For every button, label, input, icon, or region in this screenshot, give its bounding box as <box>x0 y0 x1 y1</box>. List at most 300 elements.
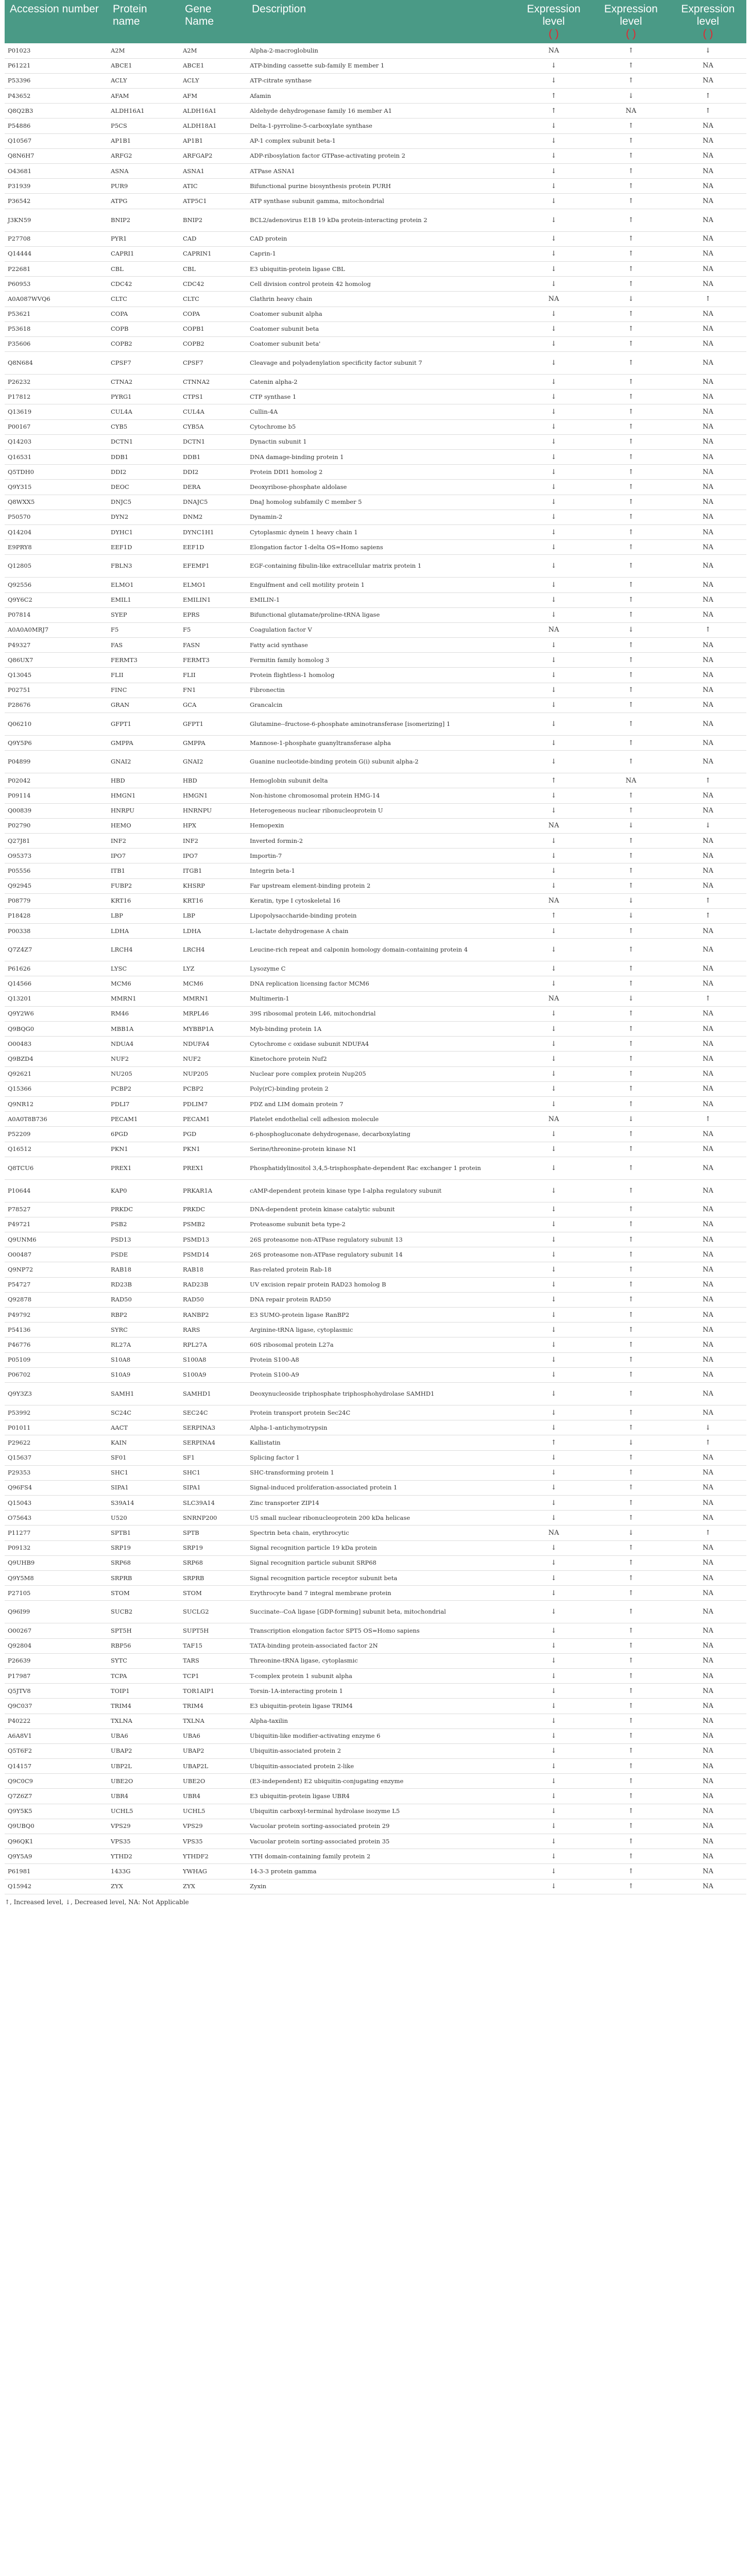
cell-expression-3: NA <box>670 1638 746 1653</box>
cell-expression-1: ↓ <box>515 668 592 683</box>
cell-expression-2: ↑ <box>592 1540 670 1555</box>
cell-expression-2: ↑ <box>592 1819 670 1834</box>
cell-protein-name: AFAM <box>108 89 180 104</box>
cell-expression-3: NA <box>670 510 746 524</box>
cell-description: PDZ and LIM domain protein 7 <box>247 1096 515 1111</box>
table-row <box>5 1292 746 1307</box>
cell-protein-name: PECAM1 <box>108 1112 180 1127</box>
cell-accession: P50570 <box>5 510 108 524</box>
cell-expression-2: ↑ <box>592 592 670 607</box>
cell-description: L-lactate dehydrogenase A chain <box>247 924 515 939</box>
cell-expression-1: ↓ <box>515 1142 592 1157</box>
cell-description: Ubiquitin-associated protein 2-like <box>247 1759 515 1774</box>
table-row <box>5 736 746 751</box>
table-row <box>5 1052 746 1066</box>
cell-gene-name: VPS35 <box>180 1834 247 1849</box>
cell-expression-1: ↓ <box>515 1759 592 1774</box>
cell-protein-name: SRPRB <box>108 1571 180 1586</box>
cell-description: ATP-binding cassette sub-family E member 1 <box>247 58 515 73</box>
table-row <box>5 307 746 321</box>
cell-expression-2: ↑ <box>592 1066 670 1081</box>
cell-expression-1: ↓ <box>515 1555 592 1570</box>
cell-expression-1: ↓ <box>515 510 592 524</box>
cell-accession: Q9Y2W6 <box>5 1006 108 1021</box>
cell-expression-1: ↓ <box>515 1623 592 1638</box>
cell-expression-3: NA <box>670 73 746 88</box>
cell-protein-name: SAMH1 <box>108 1382 180 1405</box>
table-body <box>5 43 746 1894</box>
cell-accession: Q9Y6C2 <box>5 592 108 607</box>
cell-accession: Q13045 <box>5 668 108 683</box>
cell-expression-1: ↓ <box>515 736 592 751</box>
cell-gene-name: CBL <box>180 261 247 276</box>
cell-expression-3: NA <box>670 668 746 683</box>
cell-accession: P49721 <box>5 1217 108 1232</box>
cell-expression-1: ↓ <box>515 1179 592 1202</box>
table-row <box>5 1420 746 1435</box>
table-row <box>5 1601 746 1623</box>
cell-expression-2: ↑ <box>592 1601 670 1623</box>
table-row <box>5 863 746 878</box>
cell-accession: Q06210 <box>5 713 108 736</box>
table-row <box>5 1774 746 1789</box>
cell-expression-1: ↓ <box>515 1849 592 1864</box>
cell-description: Cytochrome b5 <box>247 419 515 434</box>
cell-expression-3: NA <box>670 524 746 539</box>
cell-expression-2: ↑ <box>592 261 670 276</box>
cell-protein-name: U520 <box>108 1511 180 1526</box>
cell-expression-3: NA <box>670 321 746 336</box>
cell-expression-3: ↑ <box>670 991 746 1006</box>
table-row <box>5 849 746 863</box>
cell-expression-3: NA <box>670 1789 746 1804</box>
cell-accession: P02751 <box>5 683 108 698</box>
cell-expression-3: NA <box>670 961 746 976</box>
cell-gene-name: RARS <box>180 1323 247 1337</box>
cell-expression-2: ↑ <box>592 1864 670 1879</box>
cell-protein-name: HBD <box>108 773 180 788</box>
cell-expression-2: NA <box>592 773 670 788</box>
cell-expression-2: ↑ <box>592 1367 670 1382</box>
cell-protein-name: CDC42 <box>108 277 180 292</box>
cell-gene-name: SLC39A14 <box>180 1496 247 1511</box>
cell-expression-3: ↓ <box>670 818 746 833</box>
cell-expression-3: NA <box>670 803 746 818</box>
cell-description: ATPase ASNA1 <box>247 164 515 179</box>
cell-accession: P61981 <box>5 1864 108 1879</box>
cell-accession: Q92621 <box>5 1066 108 1081</box>
cell-description: E3 ubiquitin-protein ligase CBL <box>247 261 515 276</box>
cell-expression-3: ↓ <box>670 1420 746 1435</box>
cell-expression-2: ↑ <box>592 924 670 939</box>
cell-gene-name: PSMD13 <box>180 1232 247 1247</box>
table-row <box>5 638 746 653</box>
cell-accession: P40222 <box>5 1714 108 1728</box>
cell-expression-1: ↓ <box>515 1571 592 1586</box>
cell-expression-3: NA <box>670 231 746 246</box>
cell-expression-1: ↓ <box>515 321 592 336</box>
cell-expression-1: ↓ <box>515 1127 592 1142</box>
cell-protein-name: LRCH4 <box>108 939 180 961</box>
cell-expression-3: NA <box>670 1653 746 1668</box>
cell-accession: Q92945 <box>5 878 108 893</box>
cell-description: Glutamine--fructose-6-phosphate aminotransferase [isomerizing] 1 <box>247 713 515 736</box>
cell-description: Kallistatin <box>247 1435 515 1450</box>
cell-gene-name: S100A9 <box>180 1367 247 1382</box>
cell-expression-2: ↑ <box>592 1496 670 1511</box>
cell-expression-3: NA <box>670 465 746 480</box>
cell-expression-1: ↓ <box>515 1247 592 1262</box>
cell-expression-1: ↓ <box>515 1352 592 1367</box>
cell-accession: P01023 <box>5 43 108 58</box>
cell-gene-name: DERA <box>180 480 247 495</box>
cell-expression-3: NA <box>670 277 746 292</box>
table-row <box>5 404 746 419</box>
cell-expression-3: NA <box>670 751 746 773</box>
cell-expression-2: ↑ <box>592 1202 670 1217</box>
cell-expression-1: ↓ <box>515 698 592 713</box>
cell-expression-2: ↑ <box>592 495 670 510</box>
cell-gene-name: NUP205 <box>180 1066 247 1081</box>
cell-expression-3: NA <box>670 261 746 276</box>
cell-expression-1: ↓ <box>515 194 592 209</box>
cell-gene-name: FLII <box>180 668 247 683</box>
cell-expression-1: ↓ <box>515 1405 592 1420</box>
cell-expression-1: ↓ <box>515 803 592 818</box>
cell-description: DNA replication licensing factor MCM6 <box>247 976 515 991</box>
cell-expression-2: ↓ <box>592 818 670 833</box>
table-row <box>5 1728 746 1743</box>
cell-description: Transcription elongation factor SPT5 OS=Homo sapiens <box>247 1623 515 1638</box>
cell-expression-1: ↑ <box>515 89 592 104</box>
table-row <box>5 1684 746 1699</box>
cell-accession: Q27J81 <box>5 833 108 848</box>
cell-description: Torsin-1A-interacting protein 1 <box>247 1684 515 1699</box>
cell-description: Far upstream element-binding protein 2 <box>247 878 515 893</box>
cell-accession: P36542 <box>5 194 108 209</box>
cell-description: Cleavage and polyadenylation specificity factor subunit 7 <box>247 352 515 375</box>
cell-expression-2: ↓ <box>592 1112 670 1127</box>
cell-protein-name: GFPT1 <box>108 713 180 736</box>
header-expression-2 <box>592 0 670 43</box>
cell-expression-3: NA <box>670 592 746 607</box>
cell-accession: P05556 <box>5 863 108 878</box>
cell-gene-name: ABCE1 <box>180 58 247 73</box>
cell-expression-3: NA <box>670 924 746 939</box>
cell-description: Lipopolysaccharide-binding protein <box>247 908 515 923</box>
cell-description: Protein flightless-1 homolog <box>247 668 515 683</box>
cell-accession: Q8N684 <box>5 352 108 375</box>
cell-expression-1: ↓ <box>515 1217 592 1232</box>
cell-gene-name: LDHA <box>180 924 247 939</box>
cell-expression-2: ↑ <box>592 1465 670 1480</box>
cell-gene-name: CTNNA2 <box>180 375 247 389</box>
cell-description: Bifunctional purine biosynthesis protein PURH <box>247 179 515 194</box>
cell-description: E3 ubiquitin-protein ligase UBR4 <box>247 1789 515 1804</box>
cell-expression-1: ↓ <box>515 1699 592 1714</box>
table-row <box>5 277 746 292</box>
cell-expression-1: ↓ <box>515 1262 592 1277</box>
cell-description: EGF-containing fibulin-like extracellular matrix protein 1 <box>247 555 515 578</box>
cell-accession: P29353 <box>5 1465 108 1480</box>
cell-expression-2: ↑ <box>592 1096 670 1111</box>
cell-expression-1: ↓ <box>515 1420 592 1435</box>
cell-gene-name: SIPA1 <box>180 1480 247 1495</box>
cell-gene-name: AP1B1 <box>180 133 247 148</box>
cell-protein-name: PKN1 <box>108 1142 180 1157</box>
cell-expression-3: NA <box>670 1834 746 1849</box>
cell-protein-name: TOIP1 <box>108 1684 180 1699</box>
table-row <box>5 653 746 668</box>
cell-expression-2: ↑ <box>592 849 670 863</box>
cell-expression-2: ↓ <box>592 89 670 104</box>
cell-gene-name: YTHDF2 <box>180 1849 247 1864</box>
cell-expression-2: ↑ <box>592 751 670 773</box>
cell-description: Hemopexin <box>247 818 515 833</box>
cell-description: Zyxin <box>247 1879 515 1894</box>
cell-protein-name: F5 <box>108 622 180 637</box>
cell-accession: A0A0T8B736 <box>5 1112 108 1127</box>
cell-accession: P49327 <box>5 638 108 653</box>
cell-description: Coatomer subunit beta <box>247 321 515 336</box>
cell-expression-2: ↑ <box>592 736 670 751</box>
table-row <box>5 788 746 803</box>
cell-expression-1: ↓ <box>515 307 592 321</box>
table-row <box>5 1465 746 1480</box>
cell-gene-name: DDI2 <box>180 465 247 480</box>
table-row <box>5 540 746 555</box>
table-row <box>5 292 746 307</box>
cell-gene-name: DNM2 <box>180 510 247 524</box>
cell-expression-1: ↑ <box>515 104 592 118</box>
cell-gene-name: FASN <box>180 638 247 653</box>
cell-protein-name: SPT5H <box>108 1623 180 1638</box>
cell-expression-2: ↑ <box>592 450 670 465</box>
table-row <box>5 1081 746 1096</box>
cell-expression-2: ↑ <box>592 638 670 653</box>
cell-expression-3: NA <box>670 209 746 231</box>
cell-expression-1: ↓ <box>515 58 592 73</box>
cell-expression-2: ↑ <box>592 607 670 622</box>
cell-gene-name: GMPPA <box>180 736 247 751</box>
cell-protein-name: FINC <box>108 683 180 698</box>
cell-description: CAD protein <box>247 231 515 246</box>
cell-expression-2: ↑ <box>592 1480 670 1495</box>
cell-expression-1: ↓ <box>515 1081 592 1096</box>
cell-gene-name: MCM6 <box>180 976 247 991</box>
cell-description: Protein S100-A9 <box>247 1367 515 1382</box>
cell-protein-name: ELMO1 <box>108 578 180 592</box>
cell-description: Dynamin-2 <box>247 510 515 524</box>
cell-expression-3: NA <box>670 1864 746 1879</box>
cell-gene-name: ATP5C1 <box>180 194 247 209</box>
table-row <box>5 1022 746 1037</box>
cell-expression-3: NA <box>670 1006 746 1021</box>
cell-expression-1: ↓ <box>515 164 592 179</box>
cell-expression-1: ↓ <box>515 1465 592 1480</box>
cell-gene-name: UBA6 <box>180 1728 247 1743</box>
cell-expression-3: NA <box>670 713 746 736</box>
cell-expression-2: ↑ <box>592 1352 670 1367</box>
cell-expression-2: ↑ <box>592 231 670 246</box>
cell-description: Signal recognition particle receptor subunit beta <box>247 1571 515 1586</box>
header-protein-name: Protein name <box>108 0 180 43</box>
cell-description: Deoxyribose-phosphate aldolase <box>247 480 515 495</box>
table-row <box>5 1127 746 1142</box>
cell-gene-name: SUPT5H <box>180 1623 247 1638</box>
table-row <box>5 1179 746 1202</box>
cell-expression-2: ↑ <box>592 1586 670 1601</box>
cell-gene-name: NUF2 <box>180 1052 247 1066</box>
header-expression-2-sub: ( ) <box>626 28 636 40</box>
table-row <box>5 419 746 434</box>
cell-gene-name: SRPRB <box>180 1571 247 1586</box>
cell-description: AP-1 complex subunit beta-1 <box>247 133 515 148</box>
cell-expression-3: NA <box>670 1879 746 1894</box>
cell-protein-name: EEF1D <box>108 540 180 555</box>
header-gene-name: Gene Name <box>180 0 247 43</box>
cell-description: 14-3-3 protein gamma <box>247 1864 515 1879</box>
cell-protein-name: YTHD2 <box>108 1849 180 1864</box>
table-row <box>5 1066 746 1081</box>
cell-expression-2: ↑ <box>592 540 670 555</box>
cell-description: Alpha-1-antichymotrypsin <box>247 1420 515 1435</box>
table-row <box>5 1804 746 1819</box>
table-row <box>5 450 746 465</box>
cell-expression-2: ↑ <box>592 1081 670 1096</box>
cell-expression-3: NA <box>670 1586 746 1601</box>
cell-expression-2: ↑ <box>592 1232 670 1247</box>
cell-expression-2: ↑ <box>592 389 670 404</box>
cell-expression-1: ↓ <box>515 788 592 803</box>
cell-gene-name: SNRNP200 <box>180 1511 247 1526</box>
cell-expression-3: NA <box>670 1540 746 1555</box>
table-row <box>5 1714 746 1728</box>
cell-expression-2: ↑ <box>592 653 670 668</box>
cell-expression-3: NA <box>670 133 746 148</box>
cell-protein-name: KRT16 <box>108 893 180 908</box>
cell-description: Coatomer subunit alpha <box>247 307 515 321</box>
cell-accession: P35606 <box>5 336 108 351</box>
cell-expression-2: ↑ <box>592 1653 670 1668</box>
cell-expression-3: NA <box>670 375 746 389</box>
cell-gene-name: UCHL5 <box>180 1804 247 1819</box>
cell-expression-1: ↓ <box>515 524 592 539</box>
cell-description: Hemoglobin subunit delta <box>247 773 515 788</box>
cell-description: Fatty acid synthase <box>247 638 515 653</box>
cell-accession: P61221 <box>5 58 108 73</box>
cell-expression-3: NA <box>670 389 746 404</box>
cell-accession: Q96FS4 <box>5 1480 108 1495</box>
cell-description: Cell division control protein 42 homolog <box>247 277 515 292</box>
cell-description: Grancalcin <box>247 698 515 713</box>
cell-expression-1: ↓ <box>515 1511 592 1526</box>
cell-protein-name: PYRG1 <box>108 389 180 404</box>
cell-protein-name: AACT <box>108 1420 180 1435</box>
header-expression-1 <box>515 0 592 43</box>
cell-gene-name: SRP68 <box>180 1555 247 1570</box>
cell-accession: P08779 <box>5 893 108 908</box>
cell-expression-3: NA <box>670 1037 746 1052</box>
cell-expression-3: NA <box>670 1699 746 1714</box>
cell-protein-name: CPSF7 <box>108 352 180 375</box>
cell-expression-2: ↑ <box>592 209 670 231</box>
cell-protein-name: FERMT3 <box>108 653 180 668</box>
cell-expression-3: NA <box>670 246 746 261</box>
cell-expression-2: ↑ <box>592 1879 670 1894</box>
cell-accession: Q8TCU6 <box>5 1157 108 1179</box>
cell-gene-name: TCP1 <box>180 1668 247 1683</box>
cell-accession: P17987 <box>5 1668 108 1683</box>
cell-description: Cytoplasmic dynein 1 heavy chain 1 <box>247 524 515 539</box>
cell-expression-3: NA <box>670 1555 746 1570</box>
cell-expression-3: NA <box>670 1684 746 1699</box>
cell-expression-3: ↑ <box>670 104 746 118</box>
cell-accession: Q14157 <box>5 1759 108 1774</box>
cell-accession: P18428 <box>5 908 108 923</box>
cell-expression-1: ↓ <box>515 133 592 148</box>
cell-accession: P31939 <box>5 179 108 194</box>
cell-expression-1: ↑ <box>515 908 592 923</box>
table-row <box>5 1864 746 1879</box>
table-row <box>5 622 746 637</box>
cell-expression-1: ↓ <box>515 1232 592 1247</box>
cell-expression-2: ↑ <box>592 713 670 736</box>
cell-expression-3: NA <box>670 1262 746 1277</box>
cell-expression-3: NA <box>670 1066 746 1081</box>
cell-accession: Q15942 <box>5 1879 108 1894</box>
cell-accession: Q13619 <box>5 404 108 419</box>
table-row <box>5 878 746 893</box>
table-footnote: ↑, Increased level, ↓, Decreased level, NA: Not Applicable <box>5 1898 189 1906</box>
cell-expression-3: NA <box>670 578 746 592</box>
cell-expression-1: ↓ <box>515 833 592 848</box>
cell-expression-3: NA <box>670 1405 746 1420</box>
cell-expression-2: ↑ <box>592 1849 670 1864</box>
cell-accession: Q9BZD4 <box>5 1052 108 1066</box>
cell-expression-1: ↓ <box>515 1496 592 1511</box>
cell-expression-2: ↑ <box>592 1804 670 1819</box>
cell-expression-1: ↑ <box>515 1435 592 1450</box>
cell-accession: P22681 <box>5 261 108 276</box>
cell-expression-2: ↑ <box>592 164 670 179</box>
cell-expression-2: ↑ <box>592 1759 670 1774</box>
cell-expression-2: ↑ <box>592 133 670 148</box>
cell-gene-name: KRT16 <box>180 893 247 908</box>
cell-expression-1: ↓ <box>515 246 592 261</box>
table-row <box>5 976 746 991</box>
table-row <box>5 1759 746 1774</box>
cell-accession: Q16531 <box>5 450 108 465</box>
cell-description: E3 ubiquitin-protein ligase TRIM4 <box>247 1699 515 1714</box>
cell-description: Phosphatidylinositol 3,4,5-trisphosphate-dependent Rac exchanger 1 protein <box>247 1157 515 1179</box>
cell-expression-1: ↓ <box>515 592 592 607</box>
cell-protein-name: UBR4 <box>108 1789 180 1804</box>
table-row <box>5 1382 746 1405</box>
cell-expression-1: ↓ <box>515 352 592 375</box>
cell-expression-1: ↓ <box>515 419 592 434</box>
cell-expression-2: ↑ <box>592 1668 670 1683</box>
cell-accession: Q7Z4Z7 <box>5 939 108 961</box>
cell-description: Cytochrome c oxidase subunit NDUFA4 <box>247 1037 515 1052</box>
cell-protein-name: RL27A <box>108 1337 180 1352</box>
cell-expression-2: ↓ <box>592 1435 670 1450</box>
cell-expression-1: ↓ <box>515 434 592 449</box>
cell-accession: P78527 <box>5 1202 108 1217</box>
cell-accession: Q9Y3Z3 <box>5 1382 108 1405</box>
table-row <box>5 1450 746 1465</box>
cell-protein-name: SHC1 <box>108 1465 180 1480</box>
